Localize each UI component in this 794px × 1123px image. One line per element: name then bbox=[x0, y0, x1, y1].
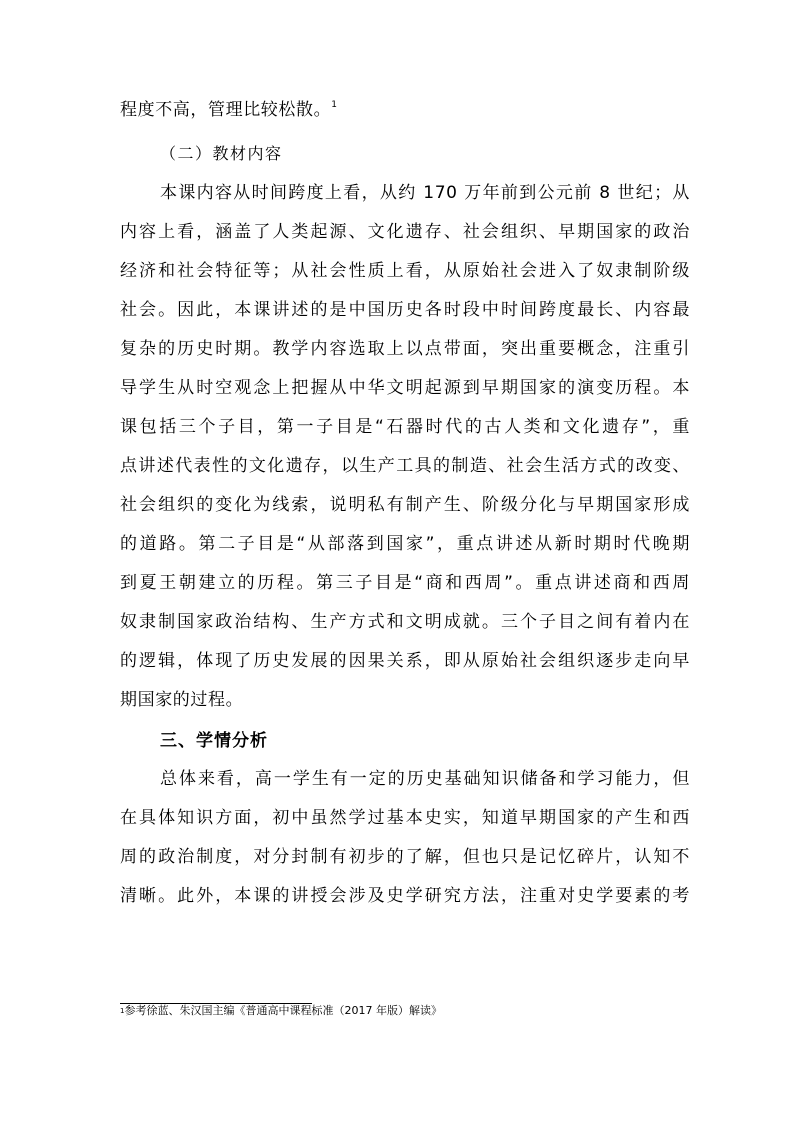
paragraph-line: 奴隶制国家政治结构、生产方式和文明成就。三个子目之间有着内在 bbox=[120, 612, 690, 632]
paragraph-line: 点讲述代表性的文化遗存，以生产工具的制造、社会生活方式的改变、 bbox=[120, 456, 690, 476]
section-subheading: （二）教材内容 bbox=[160, 144, 283, 163]
paragraph-line: 清晰。此外，本课的讲授会涉及史学研究方法，注重对史学要素的考 bbox=[120, 886, 690, 906]
footnote bbox=[120, 1004, 442, 1018]
footnote-number: 1 bbox=[120, 1007, 125, 1015]
paragraph-line: 的道路。第二子目是“从部落到国家”，重点讲述从新时期时代晚期 bbox=[120, 534, 690, 554]
paragraph-line: 周的政治制度，对分封制有初步的了解，但也只是记忆碎片，认知不 bbox=[120, 847, 690, 867]
paragraph-line: 本课内容从时间跨度上看，从约 170 万年前到公元前 8 世纪；从 bbox=[160, 183, 690, 203]
paragraph-line: 期国家的过程。 bbox=[120, 690, 244, 710]
paragraph-line: 总体来看，高一学生有一定的历史基础知识储备和学习能力，但 bbox=[160, 769, 690, 789]
paragraph-line: 的逻辑，体现了历史发展的因果关系，即从原始社会组织逐步走向早 bbox=[120, 651, 690, 671]
footnote-text: 参考徐蓝、朱汉国主编《普通高中课程标准（2017 年版）解读》 bbox=[124, 1004, 442, 1017]
paragraph-line: 经济和社会特征等；从社会性质上看，从原始社会进入了奴隶制阶级 bbox=[120, 261, 690, 281]
section-heading: 三、学情分析 bbox=[160, 731, 268, 751]
continuation-text: 程度不高，管理比较松散。 bbox=[120, 100, 332, 120]
paragraph-line: 导学生从时空观念上把握从中华文明起源到早期国家的演变历程。本 bbox=[120, 378, 690, 398]
paragraph-line: 社会组织的变化为线索，说明私有制产生、阶级分化与早期国家形成 bbox=[120, 495, 690, 515]
paragraph-line: 复杂的历史时期。教学内容选取上以点带面，突出重要概念，注重引 bbox=[120, 339, 690, 359]
paragraph-line: 课包括三个子目，第一子目是“石器时代的古人类和文化遗存”，重 bbox=[120, 417, 690, 437]
paragraph-line: 在具体知识方面，初中虽然学过基本史实，知道早期国家的产生和西 bbox=[120, 808, 690, 828]
continuation-line bbox=[120, 100, 690, 120]
footnote-reference: 1 bbox=[331, 100, 338, 110]
paragraph-line: 社会。因此，本课讲述的是中国历史各时段中时间跨度最长、内容最 bbox=[120, 300, 690, 320]
paragraph-line: 到夏王朝建立的历程。第三子目是“商和西周”。重点讲述商和西周 bbox=[120, 573, 690, 593]
paragraph-line: 内容上看，涵盖了人类起源、文化遗存、社会组织、早期国家的政治 bbox=[120, 222, 690, 242]
